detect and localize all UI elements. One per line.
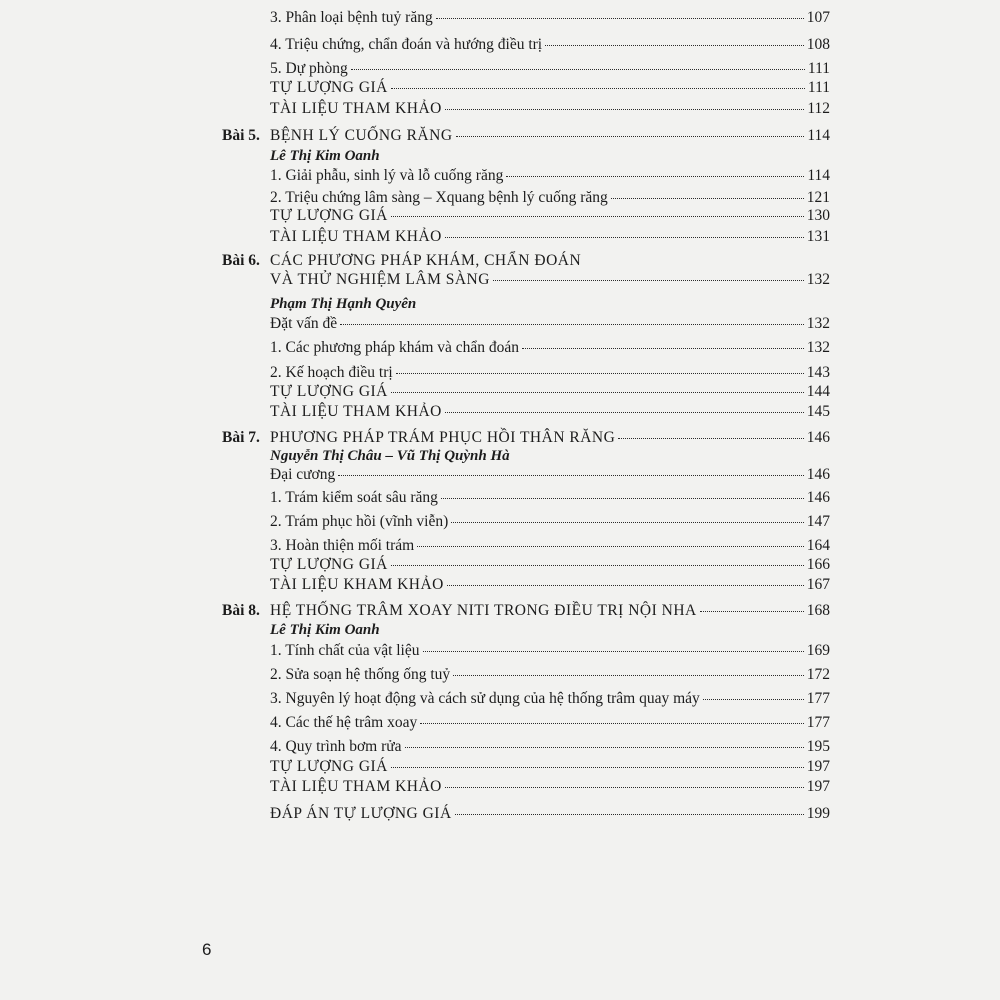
entry-page: 132 — [806, 315, 830, 332]
entry-page: 146 — [806, 489, 830, 506]
entry-title: 1. Trám kiểm soát sâu răng — [270, 489, 438, 506]
leader-dots — [522, 348, 804, 349]
lesson-label: Bài 7. — [222, 429, 260, 446]
toc-entry — [270, 226, 830, 248]
lesson-title-line1: CÁC PHƯƠNG PHÁP KHÁM, CHẨN ĐOÁN — [270, 252, 582, 269]
toc-entry — [270, 77, 830, 99]
entry-title: 4. Quy trình bơm rửa — [270, 738, 402, 755]
entry-title: TỰ LƯỢNG GIÁ — [270, 207, 388, 224]
leader-dots — [391, 392, 804, 393]
leader-dots — [456, 136, 805, 137]
entry-page: 121 — [806, 189, 830, 206]
leader-dots — [338, 475, 804, 476]
entry-title: 2. Kế hoạch điều trị — [270, 364, 393, 381]
toc-entry — [270, 664, 830, 686]
entry-page: 111 — [807, 79, 830, 96]
lesson-label: Bài 8. — [222, 602, 260, 619]
entry-page: 177 — [806, 714, 830, 731]
entry-title: 4. Triệu chứng, chẩn đoán và hướng điều trị — [270, 36, 543, 53]
entry-title: Đặt vấn đề — [270, 315, 338, 332]
entry-page: 177 — [806, 690, 830, 707]
toc-entry — [270, 34, 830, 56]
leader-dots — [445, 109, 804, 110]
toc-entry — [270, 511, 830, 533]
entry-page: 195 — [806, 738, 830, 755]
entry-title: 3. Nguyên lý hoạt động và cách sử dụng của hệ thống trâm quay máy — [270, 690, 700, 707]
leader-dots — [391, 767, 804, 768]
lesson-author: Lê Thị Kim Oanh — [270, 622, 380, 638]
entry-page: 169 — [806, 642, 830, 659]
lesson-author: Phạm Thị Hạnh Quyên — [270, 296, 417, 312]
leader-dots — [445, 237, 804, 238]
entry-title: 5. Dự phòng — [270, 60, 348, 77]
leader-dots — [445, 412, 804, 413]
lesson-title-entry — [270, 269, 830, 291]
leader-dots — [391, 216, 804, 217]
entry-title: 2. Sửa soạn hệ thống ống tuỷ — [270, 666, 451, 683]
entry-page: 112 — [807, 100, 830, 117]
toc-entry — [270, 776, 830, 798]
entry-title: TỰ LƯỢNG GIÁ — [270, 758, 388, 775]
entry-page: 197 — [806, 778, 830, 795]
entry-page: 199 — [806, 805, 830, 822]
toc-entry — [270, 487, 830, 509]
entry-page: 164 — [806, 537, 830, 554]
entry-page: 145 — [806, 403, 830, 420]
leader-dots — [405, 747, 804, 748]
leader-dots — [700, 611, 804, 612]
toc-entry — [270, 464, 830, 486]
lesson-title-entry — [270, 125, 830, 147]
entry-page: 143 — [806, 364, 830, 381]
page-number: 6 — [202, 940, 212, 959]
lesson-page: 132 — [806, 271, 830, 288]
entry-page: 108 — [806, 36, 830, 53]
leader-dots — [545, 45, 804, 46]
entry-page: 114 — [807, 167, 830, 184]
leader-dots — [493, 280, 804, 281]
entry-page: 167 — [806, 576, 830, 593]
toc-entry — [270, 554, 830, 576]
entry-title: TÀI LIỆU THAM KHẢO — [270, 228, 442, 245]
lesson-title: BỆNH LÝ CUỐNG RĂNG — [270, 127, 453, 144]
leader-dots — [441, 498, 804, 499]
leader-dots — [447, 585, 804, 586]
leader-dots — [445, 787, 804, 788]
entry-page: 144 — [806, 383, 830, 400]
entry-page: 107 — [806, 9, 830, 26]
entry-title: TỰ LƯỢNG GIÁ — [270, 79, 388, 96]
leader-dots — [423, 651, 804, 652]
lesson-page: 168 — [806, 602, 830, 619]
toc-entry — [270, 712, 830, 734]
lesson-title: PHƯƠNG PHÁP TRÁM PHỤC HỒI THÂN RĂNG — [270, 429, 616, 446]
entry-title: TỰ LƯỢNG GIÁ — [270, 383, 388, 400]
entry-title: 1. Các phương pháp khám và chẩn đoán — [270, 339, 520, 356]
toc-entry — [270, 688, 830, 710]
toc-entry — [270, 736, 830, 758]
leader-dots — [396, 373, 804, 374]
leader-dots — [417, 546, 804, 547]
entry-page: 131 — [806, 228, 830, 245]
leader-dots — [436, 18, 804, 19]
toc-entry — [270, 7, 830, 29]
entry-title: 1. Tính chất của vật liệu — [270, 642, 420, 659]
leader-dots — [611, 198, 804, 199]
entry-page: 197 — [806, 758, 830, 775]
lesson-page: 146 — [806, 429, 830, 446]
leader-dots — [351, 69, 805, 70]
toc-entry — [270, 165, 830, 187]
entry-page: 130 — [806, 207, 830, 224]
entry-title: 4. Các thế hệ trâm xoay — [270, 714, 418, 731]
toc-entry — [270, 98, 830, 120]
lesson-title: HỆ THỐNG TRÂM XOAY NITI TRONG ĐIỀU TRỊ NỘI NHA — [270, 602, 697, 619]
entry-title: 2. Triệu chứng lâm sàng – Xquang bệnh lý cuống răng — [270, 189, 608, 206]
entry-page: 172 — [806, 666, 830, 683]
leader-dots — [453, 675, 804, 676]
toc-entry — [270, 401, 830, 423]
lesson-author: Nguyễn Thị Châu – Vũ Thị Quỳnh Hà — [270, 448, 510, 464]
entry-title: TỰ LƯỢNG GIÁ — [270, 556, 388, 573]
toc-entry — [270, 640, 830, 662]
entry-title: TÀI LIỆU THAM KHẢO — [270, 778, 442, 795]
toc-entry — [270, 756, 830, 778]
toc-entry — [270, 574, 830, 596]
entry-title: 3. Hoàn thiện mối trám — [270, 537, 415, 554]
entry-title: Đại cương — [270, 466, 336, 483]
entry-title: 2. Trám phục hồi (vĩnh viễn) — [270, 513, 449, 530]
entry-page: 146 — [806, 466, 830, 483]
toc-entry — [270, 313, 830, 335]
leader-dots — [340, 324, 804, 325]
entry-page: 132 — [806, 339, 830, 356]
entry-page: 147 — [806, 513, 830, 530]
leader-dots — [451, 522, 804, 523]
lesson-author: Lê Thị Kim Oanh — [270, 148, 380, 164]
lesson-label: Bài 5. — [222, 127, 260, 144]
entry-title: TÀI LIỆU THAM KHẢO — [270, 403, 442, 420]
entry-title: TÀI LIỆU THAM KHẢO — [270, 100, 442, 117]
toc-entry — [270, 381, 830, 403]
toc-entry — [270, 337, 830, 359]
leader-dots — [703, 699, 804, 700]
lesson-title: VÀ THỬ NGHIỆM LÂM SÀNG — [270, 271, 490, 288]
leader-dots — [420, 723, 804, 724]
entry-page: 111 — [807, 60, 830, 77]
leader-dots — [506, 176, 804, 177]
entry-page: 166 — [806, 556, 830, 573]
toc-entry — [270, 205, 830, 227]
lesson-label: Bài 6. — [222, 252, 260, 269]
lesson-page: 114 — [807, 127, 830, 144]
leader-dots — [618, 438, 803, 439]
leader-dots — [391, 88, 805, 89]
entry-title: 1. Giải phẫu, sinh lý và lỗ cuống răng — [270, 167, 504, 184]
entry-title: TÀI LIỆU KHAM KHẢO — [270, 576, 444, 593]
entry-title: 3. Phân loại bệnh tuỷ răng — [270, 9, 433, 26]
answer-key-entry — [270, 803, 830, 825]
leader-dots — [455, 814, 804, 815]
leader-dots — [391, 565, 804, 566]
entry-title: ĐÁP ÁN TỰ LƯỢNG GIÁ — [270, 805, 452, 822]
